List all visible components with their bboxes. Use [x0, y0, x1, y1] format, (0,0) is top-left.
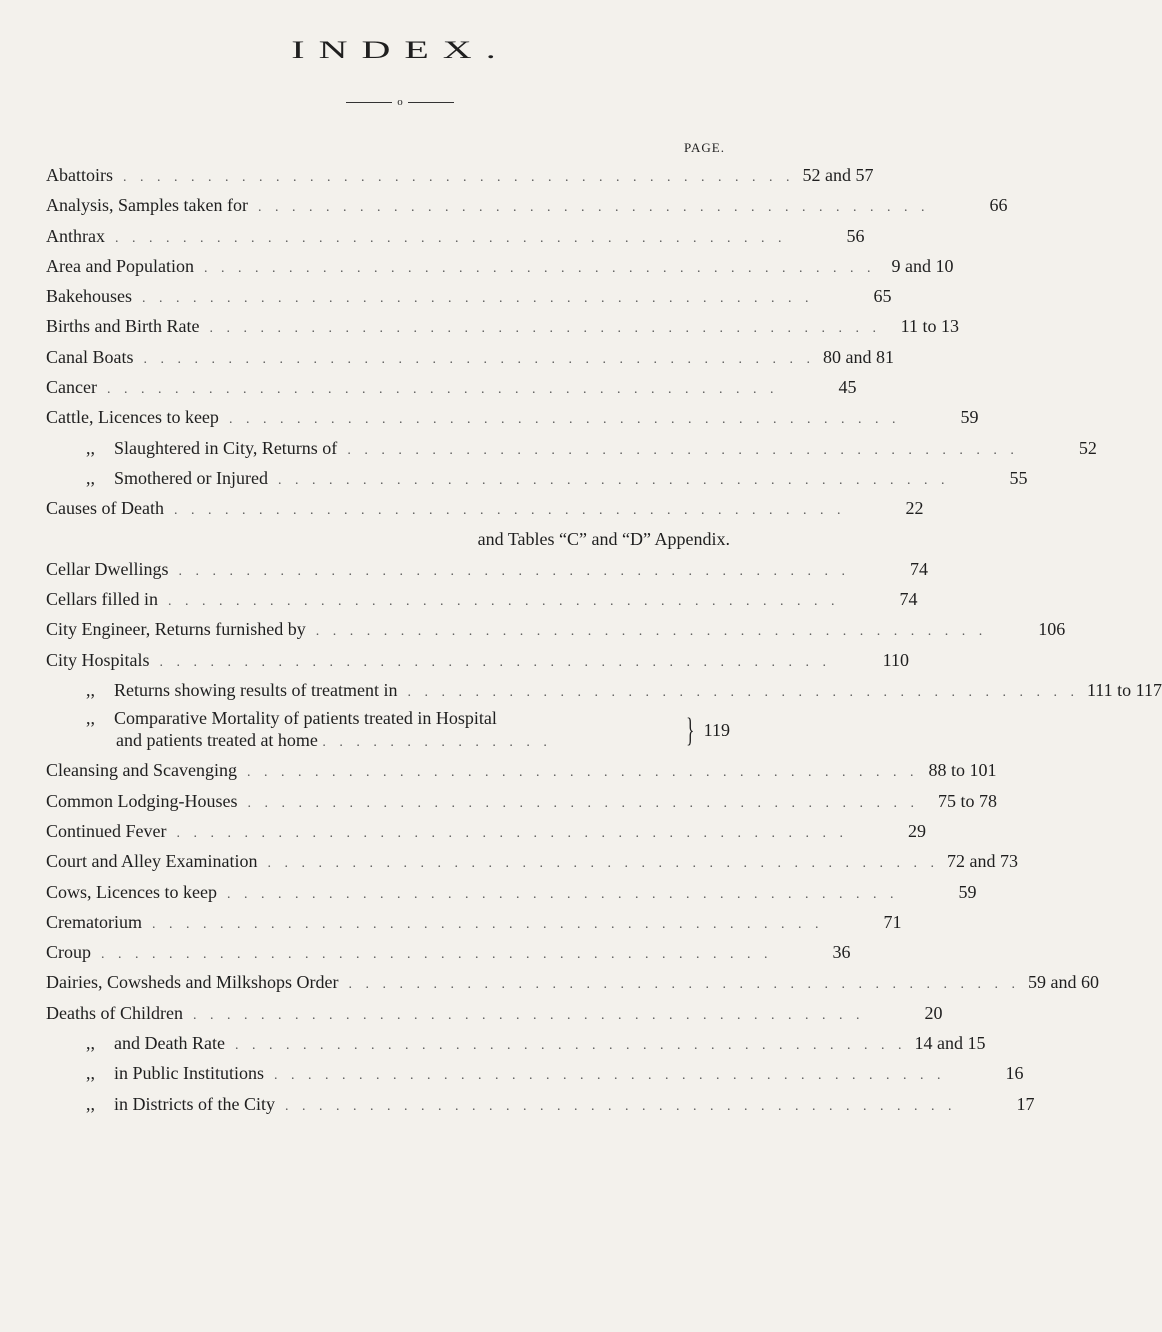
- comparative-label-1: Comparative Mortality of patients treated in Hospital: [114, 708, 497, 729]
- entry-text: Continued Fever: [46, 820, 167, 841]
- entry-page: 29: [907, 820, 926, 841]
- entry-page: 9 and 10: [891, 255, 954, 276]
- index-entry: [46, 342, 894, 372]
- index-group-a: [46, 160, 1097, 524]
- comparative-page: 119: [703, 720, 730, 741]
- leader-dots: . . . . . . . . . . . . . . . . . . . . . . . . . . . . . . . . . . . . . . . .: [277, 472, 950, 488]
- index-entry: [46, 372, 857, 402]
- index-entry: [46, 998, 943, 1028]
- leader-dots: . . . . . . . . . . . . . . . . . . . . . . . . . . . . . . . . . . . . . . . .: [315, 624, 988, 640]
- entry-text: in Districts of the City: [114, 1093, 275, 1114]
- entry-label: [46, 614, 316, 644]
- entry-page: 22: [905, 498, 924, 519]
- entry-page: 66: [989, 195, 1008, 216]
- comparative-label-2: and patients treated at home: [116, 730, 318, 751]
- title-separator: o: [346, 96, 454, 108]
- leader-dots: . . . . . . . . . . . . . . . . . . . . . . . . . . . . . . . . . . . . . . . .: [173, 503, 846, 519]
- leader-dots: . . . . . . . . . . . . . . . . . . . . . . . . . . . . . . . . . . . . . . . .: [159, 654, 832, 670]
- leader-dots: . . . . . . . . . . . . . . . . . . . . . . . . . . . . . . . . . . . . . . . .: [141, 291, 814, 307]
- entry-label: [46, 372, 107, 402]
- index-entry: [46, 554, 928, 584]
- index-entry: [46, 493, 924, 523]
- index-entry: [46, 645, 910, 675]
- leader-dots: . . . . . . . . . . . . . . . . . . . . . . . . . . . . . . . . . . . . . . . .: [192, 1007, 865, 1023]
- leader-dots: . . . . . . . . . . . . . . . . . . . . . . . . . . . . . . . . . . . . . . . .: [274, 1068, 946, 1084]
- entry-label: [46, 1028, 235, 1058]
- entry-text: Bakehouses: [46, 286, 132, 307]
- index-entry: [46, 816, 926, 846]
- entry-label: [46, 1089, 285, 1119]
- leader-dots: . . . . . . . . . . . . . . . . . . . . . . . . . . . . . . . . . . . . . . . .: [114, 230, 787, 246]
- leader-dots: . . . . . . . . . . . . . . . . . . . . . . . . . . . . . . . . . . . . . . . .: [246, 765, 919, 781]
- entry-page: 71: [883, 911, 902, 932]
- entry-label: [46, 402, 229, 432]
- leader-dots: . . . . . . . . . . . . . . . . . . . . . . . . . . . . . . . . . . . . . . . .: [106, 382, 779, 398]
- leader-dots: . . . . . . . . . . . . . . . . . . . . . . . . . . . . . . . . . . . . . . . .: [347, 442, 1019, 458]
- index-group-c: [46, 755, 1099, 1119]
- index-entry: [46, 1089, 1035, 1119]
- leader-dots: . . . . . . . . . . . . . . . . . . . . . . . . . . . . . . . . . . . . . . . .: [285, 1098, 957, 1114]
- entry-text: and Death Rate: [114, 1033, 225, 1054]
- ditto-mark: ,,: [86, 1033, 95, 1054]
- comparative-mortality-entry: [46, 705, 730, 755]
- index-entry: [46, 755, 997, 785]
- entry-label: [46, 251, 204, 281]
- index-entry: [46, 675, 1162, 705]
- entry-page: 74: [899, 589, 918, 610]
- index-entry: [46, 311, 959, 341]
- entry-page: 52 and 57: [802, 165, 874, 185]
- entry-page: 111 to 117: [1086, 680, 1162, 701]
- brace-mark: }: [686, 712, 695, 750]
- entry-page: 88 to 101: [928, 760, 997, 781]
- index-entry: [46, 907, 902, 937]
- leader-dots: . . . . . . . . . . . . . . . . . . . . . . . . . . . . . . . . . . . . . . . .: [176, 825, 848, 841]
- leader-dots: . . . . . . . . . . . . . . . . . . . . . . . . . . . . . . . . . . . . . . . .: [247, 795, 919, 811]
- entry-label: [46, 1058, 274, 1088]
- entry-label: [46, 433, 347, 463]
- entry-text: Crematorium: [46, 911, 142, 932]
- entry-page: 11 to 13: [900, 316, 959, 337]
- index-entry: [46, 877, 977, 907]
- entry-page: 65: [873, 286, 892, 307]
- index-entry: [46, 1028, 986, 1058]
- entry-text: Cattle, Licences to keep: [46, 407, 219, 428]
- entry-label: [46, 755, 247, 785]
- entry-text: in Public Institutions: [114, 1063, 265, 1084]
- index-entries: [46, 160, 1162, 1119]
- entry-label: [46, 221, 115, 251]
- index-entry: [46, 281, 892, 311]
- entry-label: [46, 463, 278, 493]
- entry-text: Common Lodging-Houses: [46, 790, 238, 811]
- entry-label: [46, 998, 193, 1028]
- entry-text: Croup: [46, 942, 91, 963]
- entry-text: Smothered or Injured: [114, 467, 268, 488]
- entry-page: 74: [909, 558, 928, 579]
- entry-text: Returns showing results of treatment in: [114, 680, 398, 701]
- index-entry: [46, 402, 979, 432]
- entry-label: [46, 937, 101, 967]
- leader-dots: . . . . . . . . . . . . . . . . . . . . . . . . . . . . . . . . . . . . . . . .: [267, 856, 939, 872]
- leader-dots: . . . . . . . . . . . . . . . . . . . . . . . . . . . . . . . . . . . . . . . .: [234, 1038, 907, 1054]
- entry-page: 110: [882, 649, 910, 670]
- entry-text: Cleansing and Scavenging: [46, 760, 237, 781]
- page-column-label: PAGE.: [683, 140, 725, 155]
- index-entry: [46, 1058, 1024, 1088]
- entry-page: 72 and 73: [946, 851, 1018, 872]
- index-entry: [46, 967, 1099, 997]
- entry-page: 55: [1009, 467, 1028, 488]
- entry-text: Abattoirs: [46, 165, 113, 185]
- entry-text: Cancer: [46, 377, 97, 398]
- index-entry: [46, 433, 1097, 463]
- leader-dots: . . . . . . . . . . . . . . . . . . . . . . . . . . . . . . . . . . . . . . . .: [101, 947, 773, 963]
- entry-text: Cellar Dwellings: [46, 558, 169, 579]
- index-entry: [46, 251, 954, 281]
- entry-page: 59: [958, 881, 977, 902]
- leader-dots: . . . . . . . . . . . . . . . . . . . . . . . . . . . . . . . . . . . . . . . .: [123, 170, 795, 185]
- entry-label: [46, 311, 209, 341]
- entry-text: Dairies, Cowsheds and Milkshops Order: [46, 972, 339, 993]
- entry-label: [46, 554, 178, 584]
- entry-page: 45: [838, 377, 857, 398]
- entry-label: [46, 493, 174, 523]
- index-entry: [46, 190, 1008, 220]
- index-entry: [46, 786, 997, 816]
- causes-continuation: and Tables “C” and “D” Appendix.: [477, 528, 730, 549]
- entry-label: [46, 160, 123, 190]
- entry-label: [46, 584, 168, 614]
- entry-page: 17: [1016, 1093, 1035, 1114]
- index-entry: [46, 846, 1018, 876]
- index-entry: [46, 614, 1066, 644]
- entry-page: 59 and 60: [1027, 972, 1099, 993]
- comparative-line-2: [116, 727, 552, 756]
- index-group-b: [46, 554, 1162, 705]
- page-title: INDEX.: [291, 35, 510, 64]
- leader-dots: . . . . . . . . . . . . . . . . . . . . . . . . . . . . . . . . . . . . . . . .: [226, 886, 899, 902]
- entry-page: 52: [1078, 437, 1097, 458]
- index-entry: [46, 584, 918, 614]
- ditto-mark: ,,: [86, 680, 95, 701]
- entry-text: Cellars filled in: [46, 589, 158, 610]
- entry-text: City Hospitals: [46, 649, 150, 670]
- ditto-mark: ,,: [86, 437, 95, 458]
- ditto-mark: ,,: [86, 708, 95, 729]
- index-entry: [46, 221, 865, 251]
- entry-label: [46, 967, 348, 997]
- entry-label: [46, 786, 248, 816]
- ditto-mark: ,,: [86, 1063, 95, 1084]
- ditto-mark: ,,: [86, 467, 95, 488]
- entry-page: 20: [924, 1002, 943, 1023]
- index-entry: [46, 937, 851, 967]
- ditto-mark: ,,: [86, 1093, 95, 1114]
- entry-text: Analysis, Samples taken for: [46, 195, 248, 216]
- entry-text: Causes of Death: [46, 498, 164, 519]
- leader-dots: . . . . . . . . . . . . . . . . . . . . . . . . . . . . . . . . . . . . . . . .: [203, 260, 876, 276]
- entry-page: 80 and 81: [823, 346, 894, 367]
- entry-text: City Engineer, Returns furnished by: [46, 619, 306, 640]
- entry-label: [46, 281, 142, 311]
- entry-text: Court and Alley Examination: [46, 851, 258, 872]
- entry-label: [46, 645, 160, 675]
- entry-page: 14 and 15: [914, 1033, 986, 1054]
- entry-text: Births and Birth Rate: [46, 316, 200, 337]
- entry-label: [46, 190, 258, 220]
- entry-label: [46, 675, 407, 705]
- leader-dots: . . . . . . . . . . . . . .: [322, 735, 552, 751]
- leader-dots: . . . . . . . . . . . . . . . . . . . . . . . . . . . . . . . . . . . . . . . .: [407, 685, 1079, 701]
- entry-page: 106: [1038, 619, 1066, 640]
- entry-page: 36: [832, 942, 851, 963]
- entry-page: 59: [960, 407, 979, 428]
- entry-label: [46, 342, 144, 372]
- index-entry: [46, 463, 1028, 493]
- leader-dots: . . . . . . . . . . . . . . . . . . . . . . . . . . . . . . . . . . . . . . . .: [228, 412, 901, 428]
- leader-dots: . . . . . . . . . . . . . . . . . . . . . . . . . . . . . . . . . . . . . . . .: [151, 916, 824, 932]
- leader-dots: . . . . . . . . . . . . . . . . . . . . . . . . . . . . . . . . . . . . . . . .: [143, 351, 815, 367]
- leader-dots: . . . . . . . . . . . . . . . . . . . . . . . . . . . . . . . . . . . . . . . .: [209, 321, 881, 337]
- entry-page: 16: [1005, 1063, 1024, 1084]
- entry-text: Anthrax: [46, 225, 105, 246]
- entry-text: Cows, Licences to keep: [46, 881, 217, 902]
- entry-text: Area and Population: [46, 255, 194, 276]
- entry-label: [46, 907, 152, 937]
- entry-label: [46, 877, 227, 907]
- entry-page: 75 to 78: [937, 790, 997, 811]
- leader-dots: . . . . . . . . . . . . . . . . . . . . . . . . . . . . . . . . . . . . . . . .: [257, 200, 930, 216]
- leader-dots: . . . . . . . . . . . . . . . . . . . . . . . . . . . . . . . . . . . . . . . .: [348, 977, 1020, 993]
- leader-dots: . . . . . . . . . . . . . . . . . . . . . . . . . . . . . . . . . . . . . . . .: [178, 563, 850, 579]
- entry-text: Canal Boats: [46, 346, 134, 367]
- entry-text: Slaughtered in City, Returns of: [114, 437, 338, 458]
- entry-text: Deaths of Children: [46, 1002, 183, 1023]
- index-entry: [46, 160, 874, 190]
- entry-page: 56: [846, 225, 865, 246]
- leader-dots: . . . . . . . . . . . . . . . . . . . . . . . . . . . . . . . . . . . . . . . .: [167, 594, 840, 610]
- entry-label: [46, 816, 176, 846]
- entry-label: [46, 846, 267, 876]
